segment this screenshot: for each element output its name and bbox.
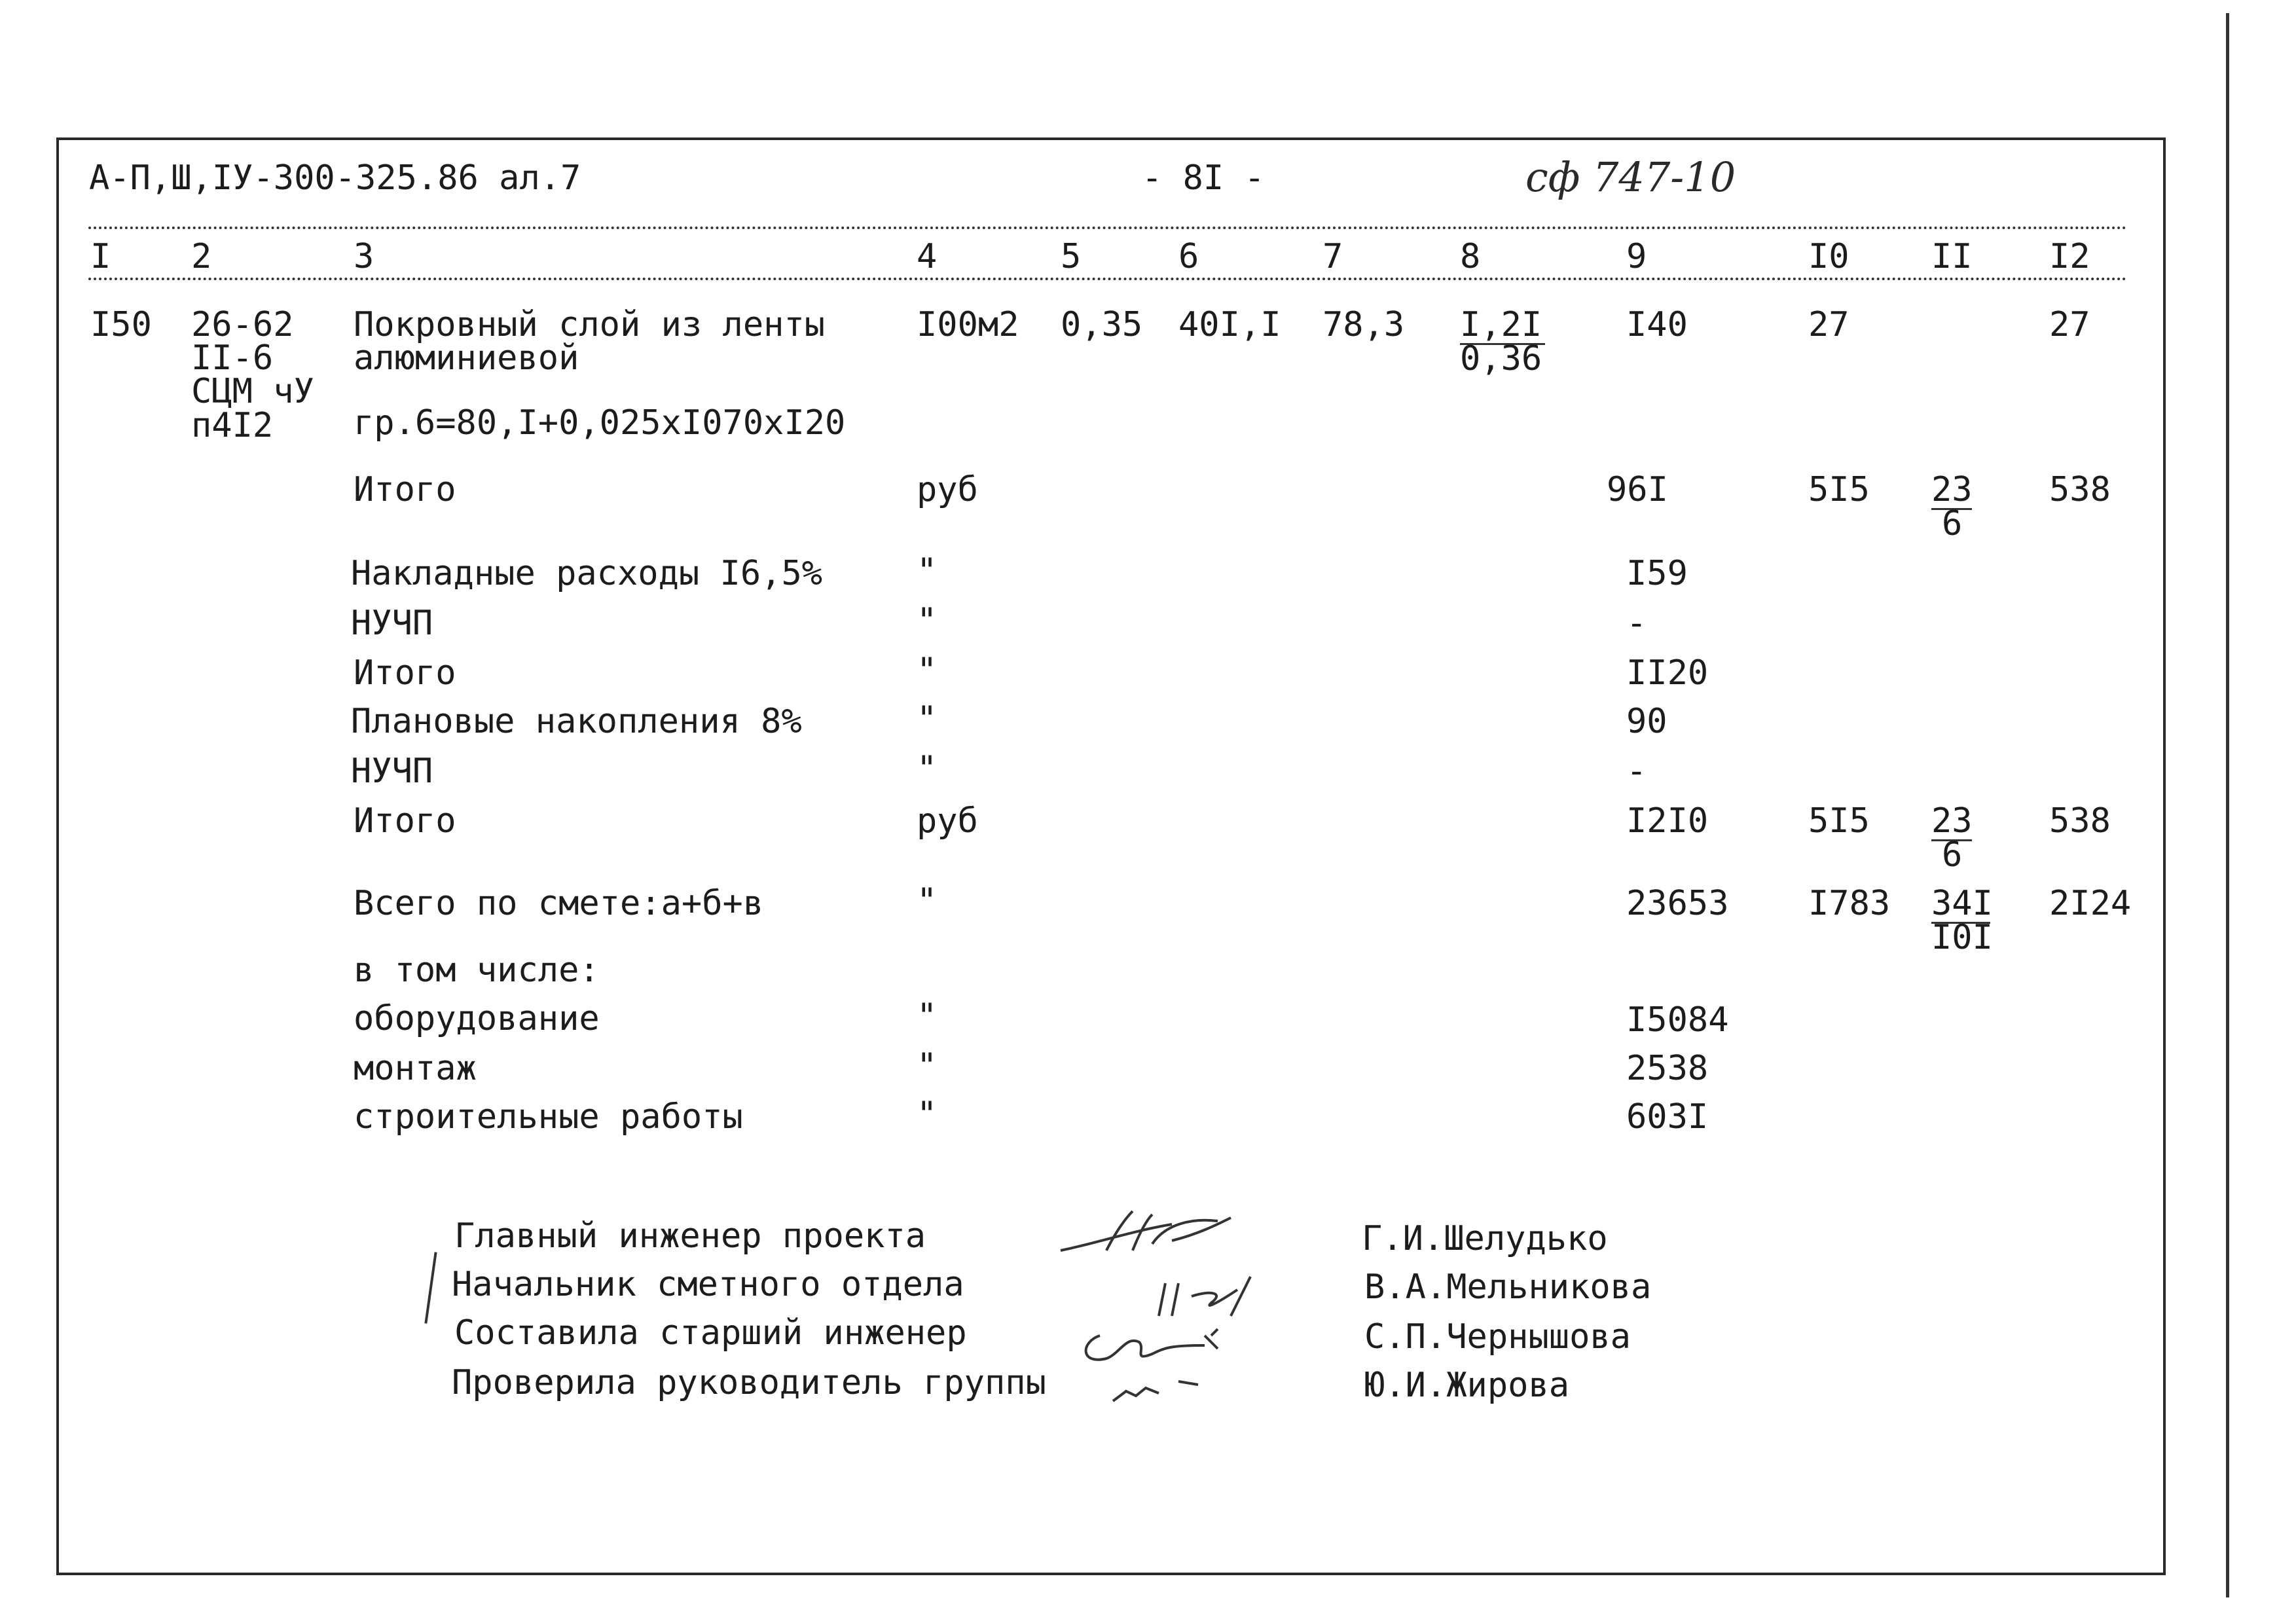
page-number: - 8I -: [1142, 158, 1265, 198]
item-quantity: 0,35: [1061, 305, 1143, 344]
item-col8-bottom: 0,36: [1460, 339, 1542, 378]
item-col12: 27: [2049, 305, 2090, 344]
summary-unit: ": [917, 1046, 938, 1085]
row-number: I50: [90, 305, 152, 344]
summary-unit: руб: [917, 801, 978, 841]
summary-col9: II20: [1626, 653, 1709, 693]
summary-col10: 5I5: [1808, 470, 1870, 509]
summary-col9: I2I0: [1626, 801, 1709, 841]
summary-unit: ": [917, 996, 938, 1036]
summary-unit: ": [917, 699, 938, 739]
document-code: А-П,Ш,IУ-300-325.86 ал.7: [89, 158, 581, 198]
summary-label: монтаж: [354, 1049, 477, 1088]
norm-code-line-1: 26-62: [191, 305, 294, 344]
summary-col11: 23: [1931, 470, 1973, 509]
item-col6: 40I,I: [1178, 305, 1281, 344]
summary-col9: 2538: [1626, 1049, 1709, 1088]
summary-col9: 603I: [1626, 1097, 1709, 1137]
header-top-rule: [88, 227, 2128, 229]
summary-col11-bottom: 6: [1942, 835, 1963, 875]
summary-label: оборудование: [354, 999, 600, 1038]
handwritten-stamp: сф 747-10: [1525, 153, 1736, 201]
summary-col9: -: [1626, 604, 1647, 643]
summary-col12: 2I24: [2049, 884, 2132, 923]
item-unit: I00м2: [917, 305, 1019, 344]
summary-unit: ": [917, 601, 938, 640]
summary-col9: I5084: [1626, 1000, 1729, 1040]
signature-role: Составила старший инженер: [454, 1313, 967, 1353]
summary-col10: I783: [1808, 884, 1891, 923]
summary-col9: -: [1626, 752, 1647, 791]
col-header-9: 9: [1626, 237, 1647, 276]
summary-unit: ": [917, 551, 938, 591]
col-header-4: 4: [917, 237, 938, 276]
col-header-6: 6: [1178, 237, 1199, 276]
summary-col10: 5I5: [1808, 801, 1870, 841]
signature-name: С.П.Чернышова: [1364, 1317, 1631, 1357]
summary-col12: 538: [2049, 801, 2111, 841]
signature-name: Г.И.Шелудько: [1362, 1219, 1608, 1258]
summary-label: НУЧП: [351, 752, 433, 791]
item-description-line-1: Покровный слой из ленты: [354, 305, 826, 344]
summary-label: Итого: [354, 470, 456, 509]
summary-unit: ": [917, 1095, 938, 1134]
col-header-11: II: [1931, 237, 1973, 276]
summary-label: НУЧП: [351, 604, 433, 643]
summary-col9: 96I: [1607, 470, 1668, 509]
signature-name: Ю.И.Жирова: [1364, 1366, 1570, 1405]
norm-code-line-3: СЦМ чУ: [191, 372, 314, 411]
summary-col9: 23653: [1626, 884, 1729, 923]
summary-col12: 538: [2049, 470, 2111, 509]
item-col7: 78,3: [1322, 305, 1405, 344]
summary-col9: 90: [1626, 702, 1667, 741]
item-col9: I40: [1626, 305, 1688, 344]
col-header-8: 8: [1460, 237, 1481, 276]
summary-label: Итого: [354, 653, 456, 693]
summary-unit: ": [917, 651, 938, 690]
col-header-3: 3: [354, 237, 374, 276]
summary-col11-bottom: I0I: [1931, 918, 1993, 957]
summary-col11: 34I: [1931, 884, 1993, 923]
handwritten-signatures: [1054, 1205, 1290, 1421]
col-header-12: I2: [2049, 237, 2090, 276]
item-formula: гр.6=80,I+0,025хI070хI20: [354, 403, 846, 443]
item-description-line-2: алюминиевой: [354, 338, 579, 378]
header-bottom-rule: [88, 278, 2128, 280]
col-header-1: I: [90, 237, 111, 276]
summary-col11-bottom: 6: [1942, 504, 1963, 543]
summary-label: Итого: [354, 801, 456, 841]
col-header-10: I0: [1808, 237, 1850, 276]
norm-code-line-4: п4I2: [191, 406, 274, 445]
norm-code-line-2: II-6: [191, 338, 274, 378]
signature-name: В.А.Мельникова: [1364, 1267, 1652, 1307]
summary-label: Накладные расходы I6,5%: [351, 554, 823, 593]
col-header-7: 7: [1322, 237, 1343, 276]
summary-label: строительные работы: [354, 1097, 743, 1137]
summary-unit: ": [917, 749, 938, 788]
signature-role: Проверила руководитель группы: [452, 1363, 1046, 1402]
summary-unit: ": [917, 881, 938, 921]
item-col10: 27: [1808, 305, 1850, 344]
col-header-5: 5: [1061, 237, 1082, 276]
summary-label: Плановые накопления 8%: [351, 702, 802, 741]
col-header-2: 2: [191, 237, 212, 276]
summary-label: в том числе:: [354, 951, 600, 990]
summary-unit: руб: [917, 470, 978, 509]
page-edge-line: [2226, 13, 2229, 1597]
item-col8-top: I,2I: [1460, 305, 1542, 344]
summary-label: Всего по смете:а+б+в: [354, 884, 764, 923]
summary-col11: 23: [1931, 801, 1973, 841]
signature-role: Главный инженер проекта: [454, 1216, 926, 1256]
signature-role: Начальник сметного отдела: [452, 1265, 964, 1304]
summary-col9: I59: [1626, 554, 1688, 593]
